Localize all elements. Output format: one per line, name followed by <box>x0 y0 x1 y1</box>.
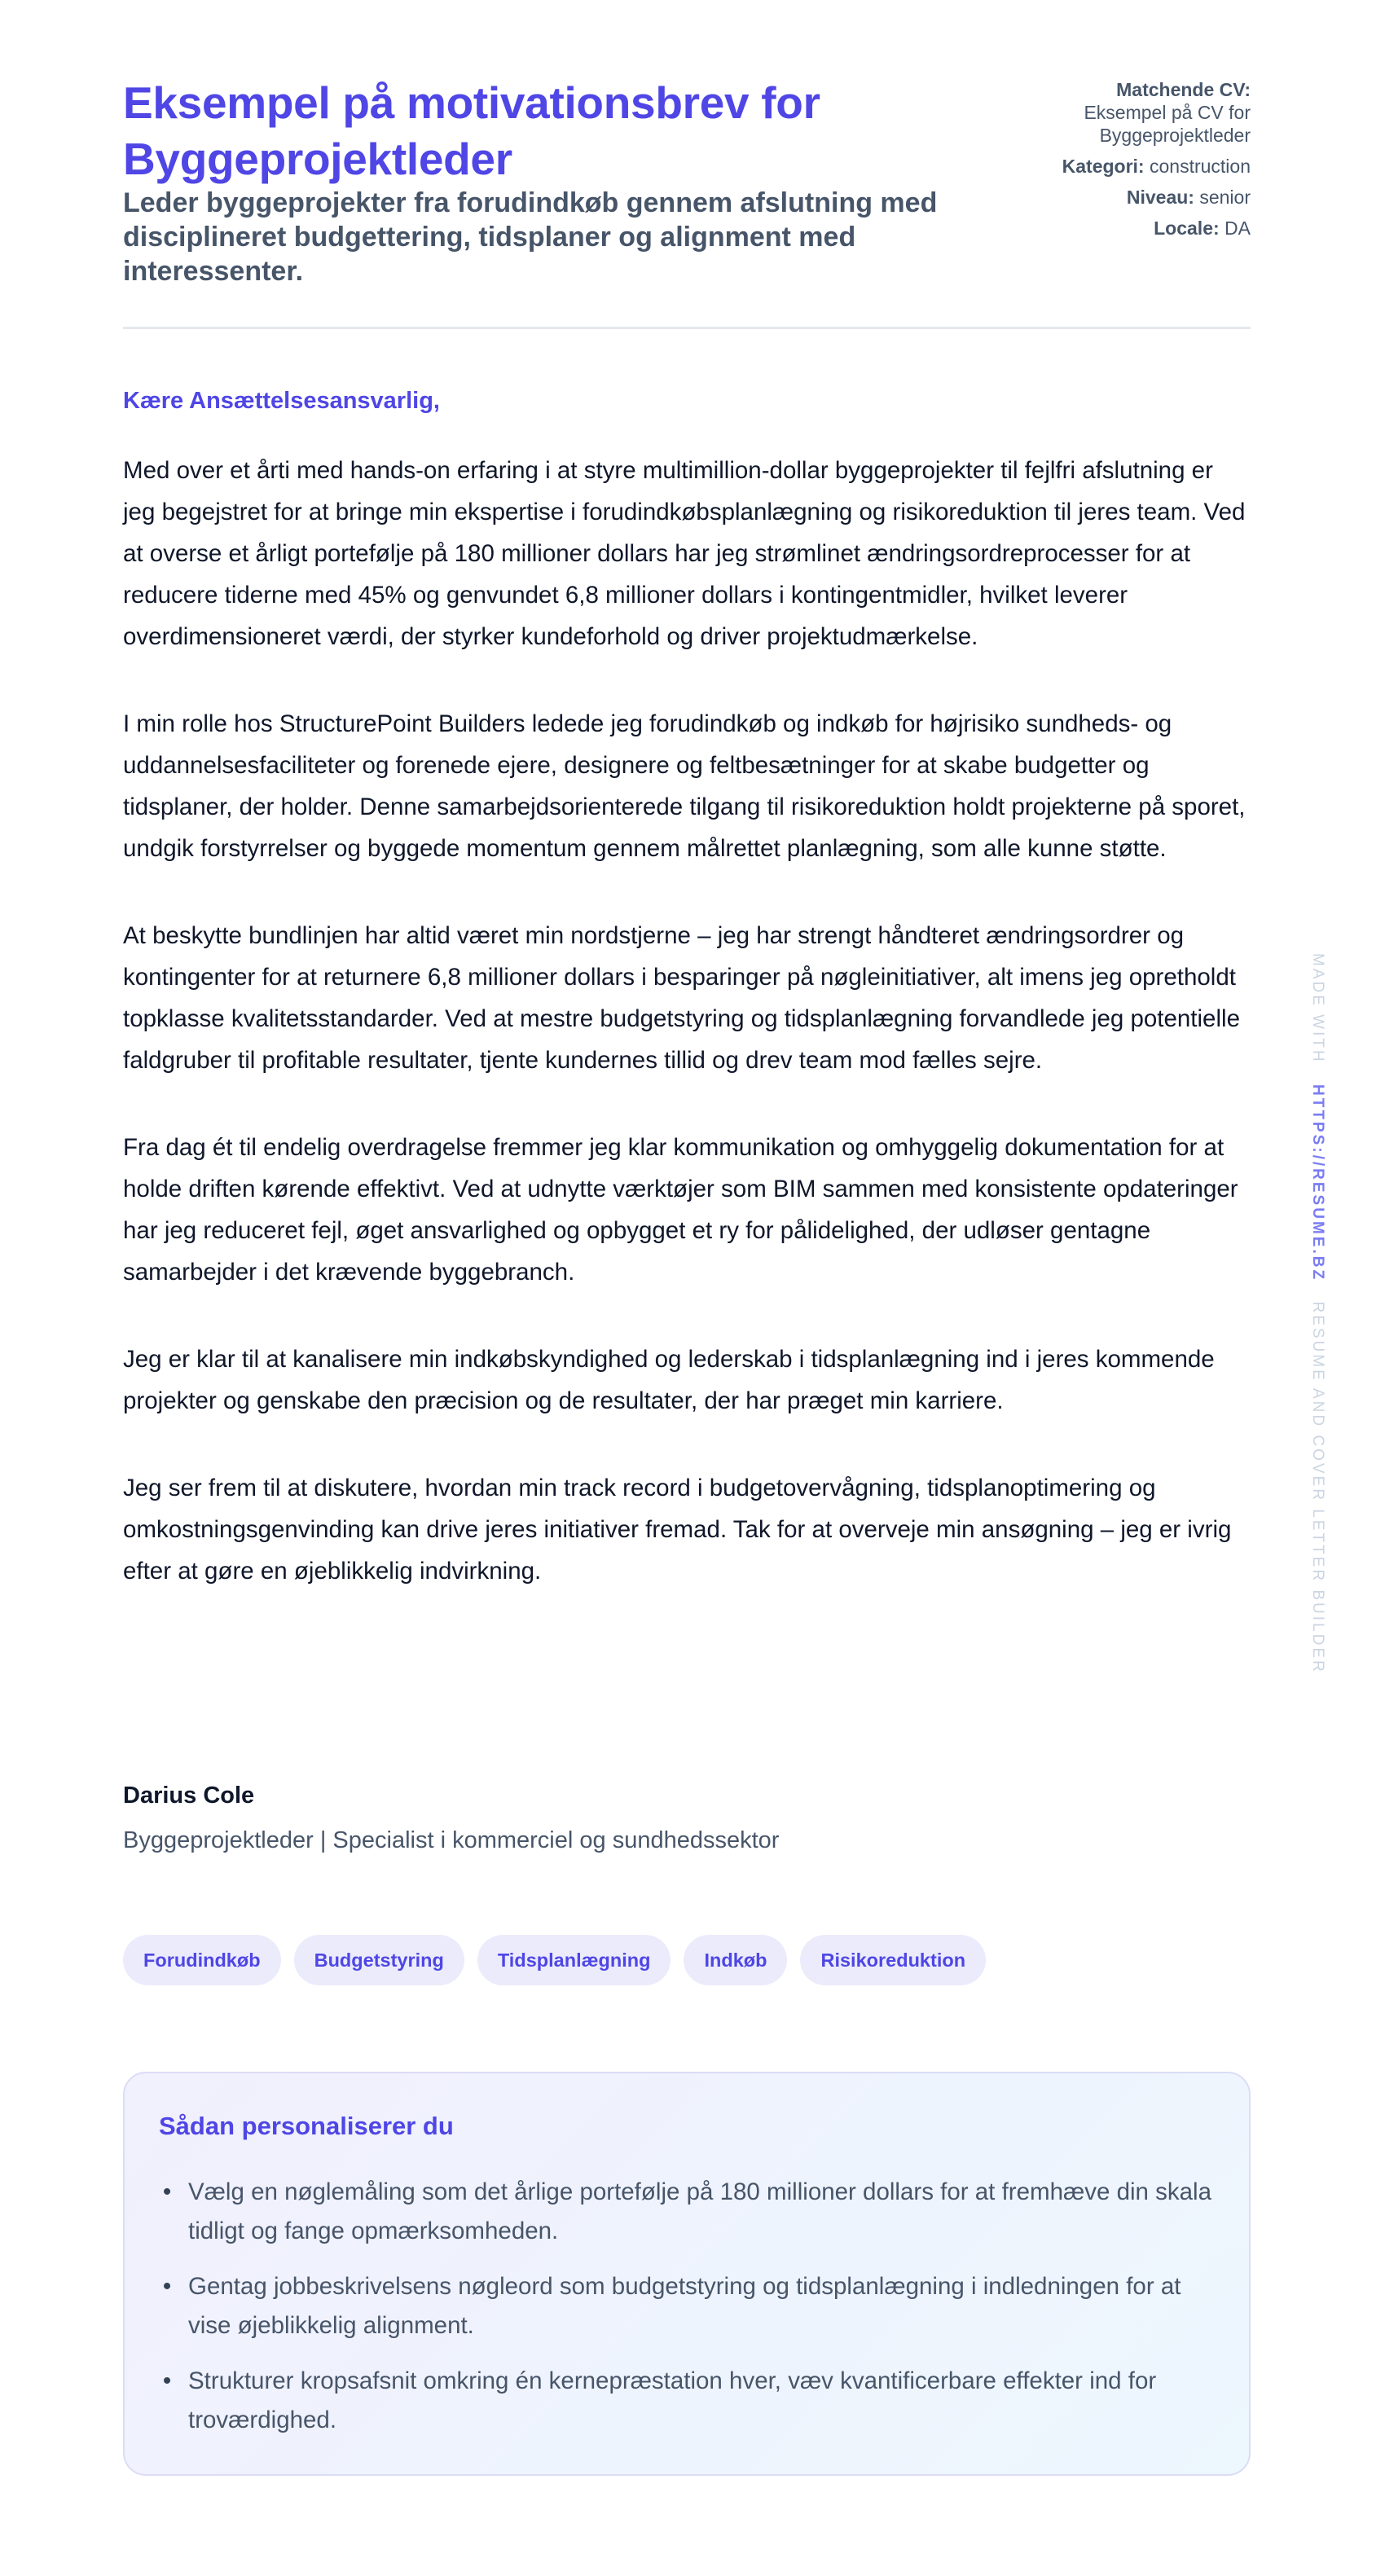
meta-category-label: Kategori: <box>1062 156 1145 177</box>
watermark-link[interactable]: HTTPS://RESUME.BZ <box>1309 1084 1326 1281</box>
tips-item-text: Strukturer kropsafsnit omkring én kernepræstation hver, væv kvantificerbare effekter ind for troværdighed. <box>188 2367 1157 2433</box>
meta-level-label: Niveau: <box>1126 187 1194 208</box>
tips-item <box>162 2362 1215 2440</box>
tips-item <box>162 2267 1215 2345</box>
tips-title: Sådan personaliserer du <box>159 2112 454 2140</box>
skill-tags <box>123 1935 986 1985</box>
tips-item-text: Gentag jobbeskrivelsens nøgleord som budgetstyring og tidsplanlægning i indledningen for at vise øjeblikkelig alignment. <box>188 2273 1181 2339</box>
page-header <box>123 0 1251 287</box>
letter-paragraph: Med over et årti med hands-on erfaring i at styre multimillion-dollar byggeprojekter til fejlfri afslutning er jeg begejstret for at bringe min ekspertise i forudindkøbsplanlægning og risikoreduktion til jeres team. Ved at overse et årligt portefølje på 180 millioner dollars har jeg strømlinet ændringsordreprocesser for at reducere tiderne med 45% og genvundet 6,8 millioner dollars i kontingentmidler, hvilket leverer overdimensioneret værdi, der styrker kundeforhold og driver projektudmærkelse. <box>123 457 1246 650</box>
meta-level-value: senior <box>1199 187 1251 208</box>
meta-locale-label: Locale: <box>1154 218 1220 239</box>
meta-level <box>990 186 1251 209</box>
letter-signature <box>123 1781 779 1856</box>
tips-list <box>159 2173 1215 2440</box>
page-title: Eksempel på motivationsbrev for Byggeprojektleder <box>123 77 820 184</box>
bullet-icon: • <box>162 2178 172 2205</box>
header-divider <box>123 327 1251 329</box>
meta-panel <box>990 78 1251 248</box>
tips-item-text: Vælg en nøglemåling som det årlige portefølje på 180 millioner dollars for at fremhæve din skala tidligt og fange opmærksomheden. <box>188 2178 1211 2244</box>
meta-matching-cv-label: Matchende CV: <box>1116 79 1251 100</box>
personalization-tips-card <box>123 2072 1251 2476</box>
meta-locale <box>990 217 1251 240</box>
page-subtitle: Leder byggeprojekter fra forudindkøb gennem afslutning med disciplineret budgettering, tidsplaner og alignment med interessenter. <box>123 187 938 287</box>
skill-tag: Risikoreduktion <box>800 1935 986 1985</box>
meta-category <box>990 155 1251 178</box>
meta-matching-cv-value[interactable]: Eksempel på CV for Byggeprojektleder <box>1084 102 1251 146</box>
skill-tag: Forudindkøb <box>123 1935 281 1985</box>
letter-paragraph: Jeg er klar til at kanalisere min indkøbskyndighed og lederskab i tidsplanlægning ind i jeres kommende projekter og genskabe den præcision og de resultater, der har præget min karriere. <box>123 1346 1215 1414</box>
meta-locale-value: DA <box>1225 218 1251 239</box>
letter-paragraph: I min rolle hos StructurePoint Builders ledede jeg forudindkøb og indkøb for højrisiko sundheds- og uddannelsesfaciliteter og forenede ejere, designere og feltbesætninger for at skabe budgetter og tidsplaner, der holder. Denne samarbejdsorienterede tilgang til risikoreduktion holdt projekterne på sporet, undgik forstyrrelser og byggede momentum gennem målrettet planlægning, som alle kunne støtte. <box>123 710 1246 862</box>
letter-paragraph: At beskytte bundlinjen har altid været min nordstjerne – jeg har strengt håndteret ændringsordrer og kontingenter for at returnere 6,8 millioner dollars i besparinger på nøgleinitiativer, alt imens jeg opretholdt topklasse kvalitetsstandarder. Ved at mestre budgetstyring og tidsplanlægning forvandlede jeg potentielle faldgruber til profitable resultater, tjente kundernes tillid og drev team mod fælles sejre. <box>123 922 1240 1074</box>
skill-tag: Indkøb <box>684 1935 787 1985</box>
skill-tag: Budgetstyring <box>294 1935 464 1985</box>
meta-matching-cv <box>990 78 1251 147</box>
side-watermark <box>1305 953 1330 1674</box>
bullet-icon: • <box>162 2273 172 2300</box>
skill-tag: Tidsplanlægning <box>477 1935 671 1985</box>
letter-paragraph: Fra dag ét til endelig overdragelse fremmer jeg klar kommunikation og omhyggelig dokumentation for at holde driften kørende effektivt. Ved at udnytte værktøjer som BIM sammen med konsistente opdateringer har jeg reduceret fejl, øget ansvarlighed og opbygget et ry for pålidelighed, der udløser gentagne samarbejder i det krævende byggebranch. <box>123 1134 1238 1286</box>
watermark-suffix: RESUME AND COVER LETTER BUILDER <box>1309 1301 1326 1674</box>
tips-item <box>162 2173 1215 2251</box>
cover-letter-page <box>123 0 1251 2433</box>
letter-body <box>123 450 1251 1637</box>
meta-category-value: construction <box>1149 156 1251 177</box>
bullet-icon: • <box>162 2367 172 2394</box>
signature-title: Byggeprojektleder | Specialist i kommerciel og sundhedssektor <box>123 1827 780 1853</box>
letter-paragraph: Jeg ser frem til at diskutere, hvordan min track record i budgetovervågning, tidsplanoptimering og omkostningsgenvinding kan drive jeres initiativer fremad. Tak for at overveje min ansøgning – jeg er ivrig efter at gøre en øjeblikkelig indvirkning. <box>123 1475 1232 1585</box>
watermark-prefix: MADE WITH <box>1309 953 1326 1064</box>
signature-name: Darius Cole <box>123 1783 255 1809</box>
letter-greeting: Kære Ansættelsesansvarlig, <box>123 388 440 414</box>
